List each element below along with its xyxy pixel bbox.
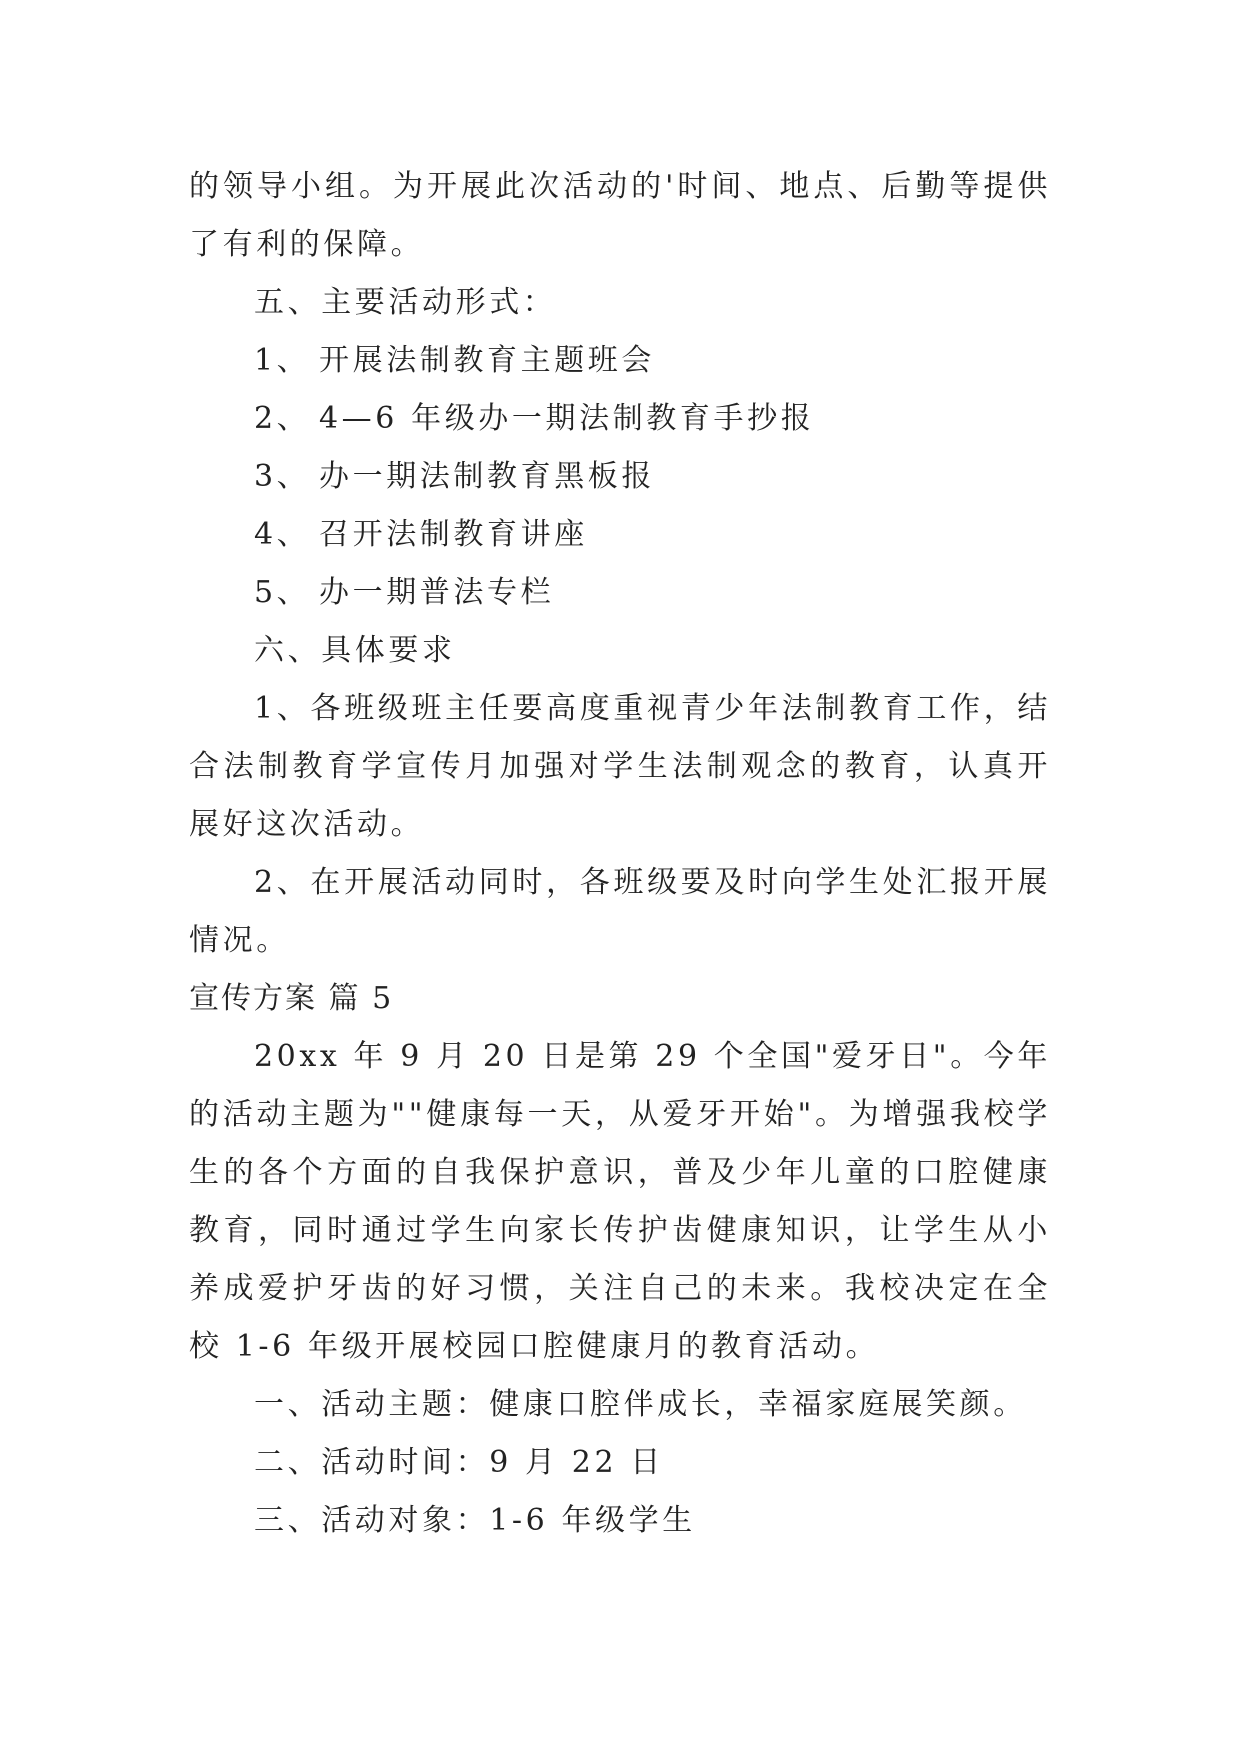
list-item-text: 开展法制教育主题班会: [319, 343, 655, 378]
list-item-text: 办一期普法专栏: [319, 575, 555, 610]
list-item-text: 召开法制教育讲座: [319, 517, 588, 552]
list-item-number: 1、: [254, 343, 311, 378]
paragraph-requirement-1: 1、各班级班主任要高度重视青少年法制教育工作，结合法制教育学宣传月加强对学生法制观念的教育，认真开展好这次活动。: [189, 691, 1051, 842]
list-item-text: 4—6 年级办一期法制教育手抄报: [319, 401, 815, 436]
list-item-number: 4、: [254, 517, 311, 552]
paragraph-requirement-2: 2、在开展活动同时，各班级要及时向学生处汇报开展情况。: [189, 865, 1051, 958]
paragraph-continued: 的领导小组。为开展此次活动的'时间、地点、后勤等提供了有利的保障。: [189, 169, 1051, 262]
list-item-number: 5、: [254, 575, 311, 610]
document-body: [189, 158, 1051, 1550]
paragraph-activity-theme: 一、活动主题：健康口腔伴成长，幸福家庭展笑颜。: [254, 1387, 1027, 1422]
paragraph-activity-target: 三、活动对象：1-6 年级学生: [254, 1503, 696, 1538]
list-item-number: 3、: [254, 459, 311, 494]
list-item: [189, 506, 1051, 564]
list-item-text: 办一期法制教育黑板报: [319, 459, 655, 494]
list-item: [189, 332, 1051, 390]
paragraph-intro: 20xx 年 9 月 20 日是第 29 个全国"爱牙日"。今年的活动主题为""健康每一天，从爱牙开始"。为增强我校学生的各个方面的自我保护意识，普及少年儿童的口腔健康教育，同时通过学生向家长传护齿健康知识，让学生从小养成爱护牙齿的好习惯，关注自己的未来。我校决定在全校 1-6 年级开展校园口腔健康月的教育活动。: [189, 1039, 1051, 1364]
list-item: [189, 390, 1051, 448]
heading-activity-forms: 五、主要活动形式：: [254, 285, 557, 320]
list-item: [189, 448, 1051, 506]
list-item-number: 2、: [254, 401, 311, 436]
section-title: 宣传方案 篇 5: [189, 981, 394, 1016]
paragraph-activity-time: 二、活动时间：9 月 22 日: [254, 1445, 664, 1480]
heading-specific-requirements: 六、具体要求: [254, 633, 456, 668]
list-item: [189, 564, 1051, 622]
